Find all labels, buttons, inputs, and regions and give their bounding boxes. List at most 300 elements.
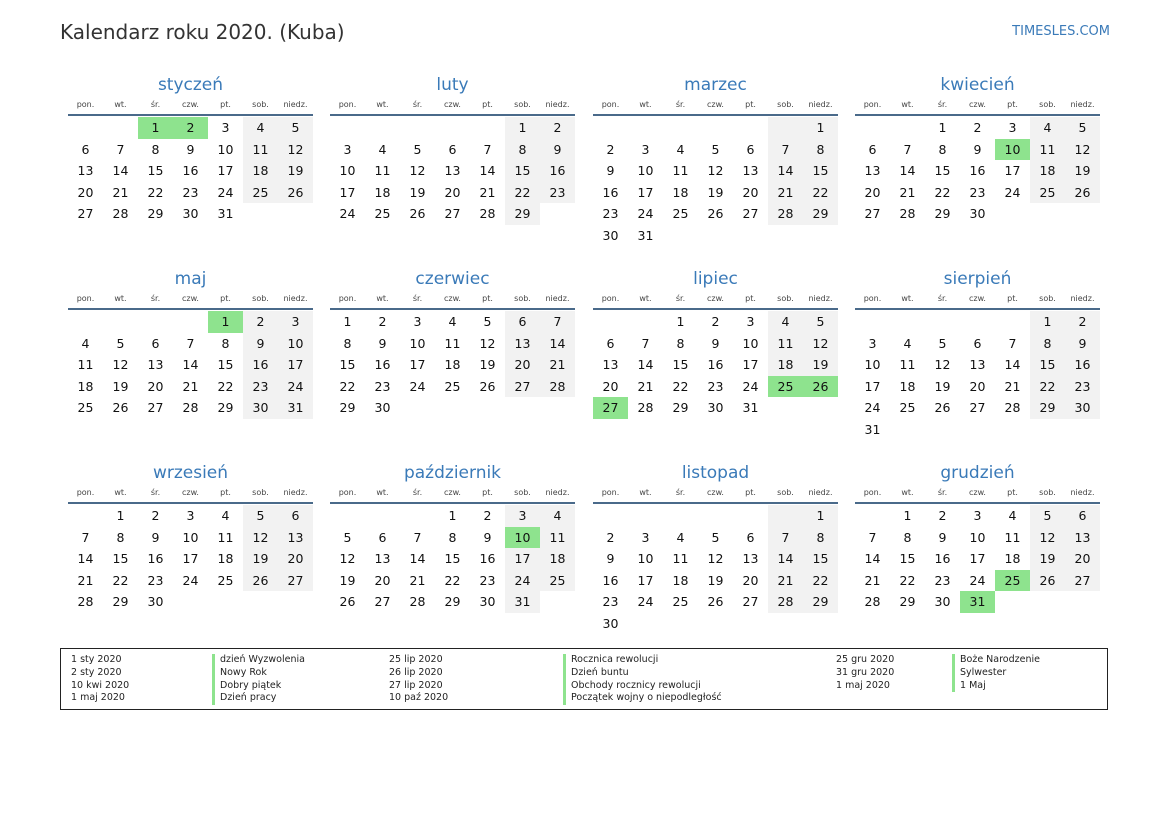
day-cell: 27: [374, 594, 391, 610]
empty-cell: [855, 117, 890, 139]
empty-cell: [803, 225, 838, 247]
day-cell: 22: [112, 572, 129, 588]
day-cell: 30: [479, 594, 496, 610]
weekday-label: niedz.: [808, 100, 833, 109]
day-cell: 19: [707, 572, 724, 588]
empty-cell: [995, 591, 1030, 613]
day-cell: 14: [637, 357, 654, 373]
day-cell: 9: [938, 529, 947, 545]
month-name: październik: [403, 463, 502, 483]
weekday-label: niedz.: [808, 488, 833, 497]
day-cell: 24: [969, 572, 986, 588]
day-cell: 15: [147, 163, 164, 179]
weekday-label: pon.: [76, 294, 95, 303]
empty-cell: [803, 613, 838, 635]
weekday-label: niedz.: [545, 488, 570, 497]
day-cell: 29: [1030, 397, 1065, 419]
day-cell: 28: [112, 206, 129, 222]
day-cell: 31: [742, 400, 759, 416]
day-cell: 20: [278, 548, 313, 570]
day-cell: 9: [711, 335, 720, 351]
day-cell: 2: [173, 117, 208, 139]
day-cell: 5: [711, 141, 720, 157]
day-cell: 10: [637, 551, 654, 567]
day-cell: 11: [768, 333, 803, 355]
empty-cell: [243, 203, 278, 225]
day-cell: 24: [637, 594, 654, 610]
day-grid: [855, 311, 1100, 441]
weekday-label: pt.: [482, 294, 493, 303]
day-cell: 2: [711, 314, 720, 329]
day-cell: 18: [217, 551, 234, 567]
weekday-label: czw.: [444, 294, 461, 303]
day-cell: 8: [343, 335, 352, 351]
day-cell: 5: [938, 335, 947, 351]
empty-cell: [470, 397, 505, 419]
month-calendar: [330, 74, 575, 225]
day-cell: 21: [899, 184, 916, 200]
day-cell: 9: [378, 335, 387, 351]
day-cell: 1: [938, 120, 947, 135]
day-cell: 25: [444, 378, 461, 394]
day-cell: 30: [707, 400, 724, 416]
day-cell: 30: [602, 615, 619, 631]
day-cell: 13: [742, 163, 759, 179]
day-cell: 25: [243, 182, 278, 204]
day-cell: 23: [602, 206, 619, 222]
weekday-label: pt.: [220, 100, 231, 109]
day-cell: 27: [1065, 570, 1100, 592]
day-cell: 9: [151, 529, 160, 545]
weekday-header: [330, 486, 575, 504]
day-cell: 19: [934, 378, 951, 394]
legend-holiday-name: Rocznica rewolucji: [571, 654, 659, 665]
day-cell: 13: [444, 163, 461, 179]
day-cell: 4: [243, 117, 278, 139]
day-cell: 20: [147, 378, 164, 394]
day-cell: 15: [899, 551, 916, 567]
empty-cell: [68, 311, 103, 333]
day-cell: 24: [637, 206, 654, 222]
day-cell: 2: [151, 508, 160, 523]
weekday-label: czw.: [969, 294, 986, 303]
day-cell: 9: [1065, 333, 1100, 355]
empty-cell: [768, 397, 803, 419]
weekday-label: niedz.: [1070, 488, 1095, 497]
empty-cell: [470, 117, 505, 139]
day-cell: 25: [768, 376, 803, 398]
empty-cell: [540, 591, 575, 613]
day-cell: 14: [112, 163, 129, 179]
empty-cell: [138, 311, 173, 333]
empty-cell: [330, 505, 365, 527]
day-cell: 31: [217, 206, 234, 222]
day-cell: 9: [243, 333, 278, 355]
day-cell: 11: [1004, 529, 1021, 545]
empty-cell: [1030, 591, 1065, 613]
day-cell: 17: [409, 357, 426, 373]
day-cell: 8: [505, 139, 540, 161]
weekday-label: wt.: [114, 100, 127, 109]
day-cell: 5: [278, 117, 313, 139]
day-cell: 15: [803, 548, 838, 570]
day-cell: 9: [483, 529, 492, 545]
day-cell: 14: [182, 357, 199, 373]
day-cell: 22: [444, 572, 461, 588]
day-cell: 17: [864, 378, 881, 394]
day-cell: 31: [637, 227, 654, 243]
weekday-label: pon.: [338, 294, 357, 303]
day-cell: 22: [934, 184, 951, 200]
legend-dates: [71, 654, 129, 705]
day-cell: 16: [602, 572, 619, 588]
day-cell: 22: [803, 182, 838, 204]
day-cell: 21: [182, 378, 199, 394]
day-cell: 7: [768, 139, 803, 161]
day-cell: 8: [448, 529, 457, 545]
day-cell: 19: [339, 572, 356, 588]
day-cell: 20: [374, 572, 391, 588]
weekday-header: [593, 292, 838, 310]
day-cell: 30: [243, 397, 278, 419]
day-cell: 12: [339, 551, 356, 567]
day-cell: 3: [1008, 120, 1017, 135]
day-cell: 12: [243, 527, 278, 549]
empty-cell: [68, 117, 103, 139]
day-cell: 19: [803, 354, 838, 376]
empty-cell: [628, 117, 663, 139]
legend-date: 25 lip 2020: [389, 654, 443, 665]
day-cell: 29: [505, 203, 540, 225]
day-cell: 28: [768, 203, 803, 225]
day-cell: 11: [374, 163, 391, 179]
month-calendar: [593, 462, 838, 635]
day-cell: 2: [1065, 311, 1100, 333]
day-cell: 26: [278, 182, 313, 204]
day-cell: 3: [186, 508, 195, 523]
day-cell: 22: [505, 182, 540, 204]
day-cell: 28: [409, 594, 426, 610]
day-cell: 28: [637, 400, 654, 416]
day-cell: 15: [444, 551, 461, 567]
day-cell: 18: [77, 378, 94, 394]
day-cell: 1: [803, 117, 838, 139]
empty-cell: [1065, 203, 1100, 225]
weekday-label: wt.: [901, 100, 914, 109]
legend-holiday-name: Boże Narodzenie: [960, 654, 1040, 665]
month-name: luty: [436, 75, 469, 95]
day-cell: 10: [505, 527, 540, 549]
day-cell: 31: [505, 591, 540, 613]
day-cell: 13: [505, 333, 540, 355]
day-cell: 8: [1030, 333, 1065, 355]
day-cell: 4: [540, 505, 575, 527]
empty-cell: [365, 505, 400, 527]
day-cell: 12: [278, 139, 313, 161]
weekday-label: śr.: [412, 294, 423, 303]
weekday-label: czw.: [444, 488, 461, 497]
day-cell: 22: [672, 378, 689, 394]
month-name: wrzesień: [152, 463, 229, 483]
empty-cell: [925, 419, 960, 441]
day-cell: 27: [444, 206, 461, 222]
day-cell: 10: [969, 529, 986, 545]
day-cell: 3: [641, 529, 650, 545]
empty-cell: [1030, 203, 1065, 225]
empty-cell: [208, 591, 243, 613]
day-cell: 30: [602, 227, 619, 243]
day-cell: 18: [672, 184, 689, 200]
day-cell: 24: [217, 184, 234, 200]
day-cell: 13: [602, 357, 619, 373]
day-cell: 15: [672, 357, 689, 373]
day-cell: 4: [448, 314, 457, 329]
weekday-label: niedz.: [283, 488, 308, 497]
day-cell: 4: [1008, 508, 1017, 523]
empty-cell: [400, 505, 435, 527]
day-cell: 16: [374, 357, 391, 373]
day-cell: 18: [899, 378, 916, 394]
day-cell: 7: [116, 141, 125, 157]
day-cell: 14: [768, 160, 803, 182]
legend-names: [563, 654, 722, 705]
day-cell: 9: [186, 141, 195, 157]
legend-holiday-name: Nowy Rok: [220, 666, 267, 678]
day-cell: 24: [278, 376, 313, 398]
weekday-label: niedz.: [1070, 294, 1095, 303]
day-grid: [330, 311, 575, 419]
day-cell: 17: [182, 551, 199, 567]
day-cell: 26: [707, 206, 724, 222]
day-cell: 22: [147, 184, 164, 200]
day-cell: 27: [593, 397, 628, 419]
day-cell: 28: [864, 594, 881, 610]
weekday-label: niedz.: [1070, 100, 1095, 109]
day-cell: 6: [151, 335, 160, 351]
day-cell: 14: [540, 333, 575, 355]
empty-cell: [698, 225, 733, 247]
day-cell: 10: [339, 163, 356, 179]
day-cell: 23: [540, 182, 575, 204]
day-cell: 1: [448, 508, 457, 523]
legend-holiday-name: 1 Maj: [960, 679, 986, 691]
weekday-label: pt.: [220, 488, 231, 497]
day-cell: 8: [151, 141, 160, 157]
day-cell: 28: [540, 376, 575, 398]
empty-cell: [173, 591, 208, 613]
day-cell: 16: [540, 160, 575, 182]
day-cell: 24: [1004, 184, 1021, 200]
month-name: marzec: [684, 75, 747, 95]
day-cell: 23: [969, 184, 986, 200]
day-cell: 1: [505, 117, 540, 139]
day-cell: 24: [505, 570, 540, 592]
day-cell: 1: [903, 508, 912, 523]
day-cell: 21: [409, 572, 426, 588]
day-cell: 22: [1030, 376, 1065, 398]
empty-cell: [768, 117, 803, 139]
month-calendar: [855, 268, 1100, 441]
empty-cell: [663, 505, 698, 527]
weekday-label: pt.: [745, 294, 756, 303]
day-cell: 24: [742, 378, 759, 394]
day-cell: 26: [803, 376, 838, 398]
empty-cell: [925, 311, 960, 333]
weekday-label: sob.: [514, 488, 531, 497]
day-cell: 30: [147, 594, 164, 610]
legend-date: 25 gru 2020: [836, 654, 895, 665]
weekday-label: śr.: [150, 100, 161, 109]
empty-cell: [663, 117, 698, 139]
day-cell: 3: [343, 141, 352, 157]
day-cell: 7: [413, 529, 422, 545]
day-cell: 24: [339, 206, 356, 222]
day-cell: 27: [864, 206, 881, 222]
weekday-label: czw.: [707, 488, 724, 497]
day-cell: 27: [742, 594, 759, 610]
empty-cell: [890, 419, 925, 441]
empty-cell: [435, 397, 470, 419]
month-name: sierpień: [943, 269, 1012, 289]
empty-cell: [733, 505, 768, 527]
weekday-label: sob.: [514, 100, 531, 109]
empty-cell: [768, 613, 803, 635]
empty-cell: [1065, 419, 1100, 441]
weekday-header: [330, 98, 575, 116]
day-grid: [855, 505, 1100, 613]
day-cell: 23: [243, 376, 278, 398]
legend-date: 2 sty 2020: [71, 666, 122, 678]
empty-cell: [103, 311, 138, 333]
day-cell: 1: [1030, 311, 1065, 333]
empty-cell: [663, 613, 698, 635]
day-cell: 15: [1030, 354, 1065, 376]
day-cell: 13: [147, 357, 164, 373]
day-cell: 2: [606, 529, 615, 545]
day-cell: 25: [374, 206, 391, 222]
weekday-label: pt.: [482, 488, 493, 497]
month-calendar: [593, 268, 838, 419]
month-name: grudzień: [940, 463, 1015, 483]
day-cell: 29: [339, 400, 356, 416]
day-cell: 8: [221, 335, 230, 351]
weekday-label: sob.: [777, 294, 794, 303]
legend-holiday-name: Początek wojny o niepodległość: [571, 692, 722, 704]
day-cell: 20: [505, 354, 540, 376]
day-cell: 28: [768, 591, 803, 613]
day-cell: 20: [969, 378, 986, 394]
day-cell: 12: [479, 335, 496, 351]
day-cell: 4: [676, 529, 685, 545]
weekday-label: pon.: [601, 294, 620, 303]
day-cell: 21: [864, 572, 881, 588]
day-cell: 8: [676, 335, 685, 351]
day-cell: 18: [540, 548, 575, 570]
weekday-header: [593, 486, 838, 504]
day-cell: 29: [803, 203, 838, 225]
day-cell: 13: [1065, 527, 1100, 549]
day-cell: 19: [409, 184, 426, 200]
weekday-header: [593, 98, 838, 116]
day-cell: 16: [147, 551, 164, 567]
day-cell: 23: [602, 594, 619, 610]
day-cell: 9: [606, 163, 615, 179]
day-cell: 10: [995, 139, 1030, 161]
weekday-label: wt.: [114, 294, 127, 303]
day-cell: 26: [1030, 570, 1065, 592]
day-cell: 29: [803, 591, 838, 613]
weekday-label: czw.: [182, 294, 199, 303]
site-link[interactable]: TIMESLES.COM: [1012, 24, 1110, 39]
weekday-label: niedz.: [545, 294, 570, 303]
day-cell: 3: [413, 314, 422, 329]
day-cell: 19: [112, 378, 129, 394]
empty-cell: [540, 397, 575, 419]
weekday-label: czw.: [182, 100, 199, 109]
weekday-label: sob.: [777, 100, 794, 109]
day-cell: 22: [899, 572, 916, 588]
day-grid: [855, 117, 1100, 225]
day-cell: 7: [903, 141, 912, 157]
weekday-label: pt.: [1007, 294, 1018, 303]
day-cell: 11: [444, 335, 461, 351]
empty-cell: [400, 117, 435, 139]
day-cell: 6: [278, 505, 313, 527]
empty-cell: [1065, 591, 1100, 613]
weekday-label: niedz.: [283, 294, 308, 303]
empty-cell: [768, 225, 803, 247]
empty-cell: [628, 505, 663, 527]
day-cell: 5: [803, 311, 838, 333]
day-cell: 14: [479, 163, 496, 179]
day-cell: 7: [186, 335, 195, 351]
day-cell: 23: [147, 572, 164, 588]
day-cell: 30: [374, 400, 391, 416]
day-cell: 14: [1004, 357, 1021, 373]
day-cell: 15: [505, 160, 540, 182]
day-cell: 16: [602, 184, 619, 200]
weekday-header: [68, 98, 313, 116]
weekday-label: pon.: [76, 100, 95, 109]
empty-cell: [995, 203, 1030, 225]
day-cell: 29: [217, 400, 234, 416]
weekday-label: śr.: [412, 488, 423, 497]
day-cell: 12: [112, 357, 129, 373]
empty-cell: [435, 117, 470, 139]
empty-cell: [995, 311, 1030, 333]
month-calendar: [68, 462, 313, 613]
day-cell: 6: [378, 529, 387, 545]
day-cell: 6: [81, 141, 90, 157]
day-cell: 23: [1065, 376, 1100, 398]
empty-cell: [803, 397, 838, 419]
day-grid: [330, 117, 575, 225]
day-cell: 28: [1004, 400, 1021, 416]
day-cell: 11: [899, 357, 916, 373]
day-cell: 3: [746, 314, 755, 329]
day-cell: 2: [606, 141, 615, 157]
month-name: czerwiec: [415, 269, 490, 289]
weekday-label: wt.: [376, 488, 389, 497]
weekday-label: pt.: [482, 100, 493, 109]
day-cell: 15: [112, 551, 129, 567]
day-cell: 27: [147, 400, 164, 416]
day-cell: 8: [903, 529, 912, 545]
day-cell: 5: [243, 505, 278, 527]
day-cell: 29: [672, 400, 689, 416]
weekday-label: śr.: [937, 294, 948, 303]
day-cell: 9: [540, 139, 575, 161]
